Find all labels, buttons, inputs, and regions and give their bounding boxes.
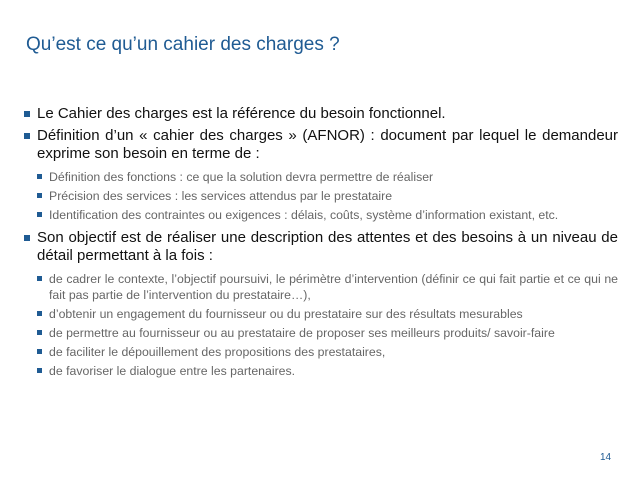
sub-bullet-item — [22, 169, 618, 185]
sub-bullet-text: d’obtenir un engagement du fournisseur ou du prestataire sur des résultats mesurables — [49, 307, 523, 321]
bullet-item — [22, 127, 618, 163]
bullet-list — [22, 105, 618, 382]
square-bullet-icon — [24, 111, 30, 117]
sub-bullet-text: de faciliter le dépouillement des propositions des prestataires, — [49, 345, 386, 359]
sub-bullet-item — [22, 207, 618, 223]
square-bullet-icon — [37, 174, 42, 179]
sub-bullet-text: de cadrer le contexte, l’objectif poursuivi, le périmètre d’intervention (définir ce qui fait partie et ce qui ne fait pas partie de l’intervention du prestataire…), — [49, 272, 618, 302]
square-bullet-icon — [37, 311, 42, 316]
sub-bullet-text: de favoriser le dialogue entre les partenaires. — [49, 364, 296, 378]
square-bullet-icon — [24, 133, 30, 139]
square-bullet-icon — [37, 330, 42, 335]
bullet-item — [22, 105, 618, 123]
sub-bullet-text: de permettre au fournisseur ou au prestataire de proposer ses meilleurs produits/ savoir-faire — [49, 326, 555, 340]
bullet-text: Définition d’un « cahier des charges » (AFNOR) : document par lequel le demandeur exprime son besoin en terme de : — [37, 127, 618, 162]
sub-bullet-item — [22, 344, 618, 360]
sub-bullet-item — [22, 306, 618, 322]
square-bullet-icon — [37, 349, 42, 354]
bullet-text: Le Cahier des charges est la référence du besoin fonctionnel. — [37, 105, 446, 122]
sub-bullet-item — [22, 188, 618, 204]
square-bullet-icon — [37, 276, 42, 281]
bullet-text: Son objectif est de réaliser une description des attentes et des besoins à un niveau de détail permettant à la fois : — [37, 229, 618, 264]
bullet-item — [22, 229, 618, 265]
sub-bullet-text: Définition des fonctions : ce que la solution devra permettre de réaliser — [49, 170, 434, 184]
square-bullet-icon — [37, 212, 42, 217]
sub-bullet-text: Précision des services : les services attendus par le prestataire — [49, 189, 393, 203]
page-number: 14 — [600, 452, 612, 463]
sub-bullet-item — [22, 325, 618, 341]
sub-bullet-item — [22, 271, 618, 303]
slide-title: Qu’est ce qu’un cahier des charges ? — [26, 34, 340, 55]
square-bullet-icon — [37, 193, 42, 198]
sub-bullet-text: Identification des contraintes ou exigences : délais, coûts, système d’information existant, etc. — [49, 208, 559, 222]
square-bullet-icon — [37, 368, 42, 373]
square-bullet-icon — [24, 235, 30, 241]
sub-bullet-item — [22, 363, 618, 379]
